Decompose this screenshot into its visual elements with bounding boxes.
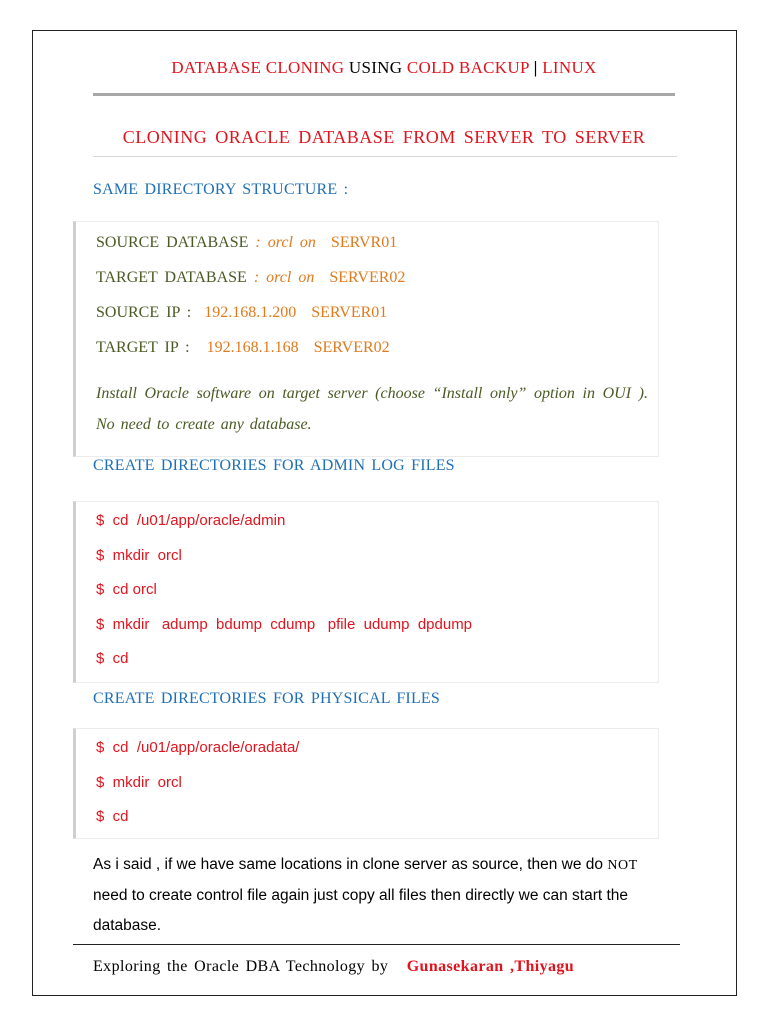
subtitle-divider xyxy=(93,156,677,157)
database-info-box xyxy=(73,221,659,457)
info-value: 192.168.1.168 xyxy=(206,339,299,356)
info-value: : orcl on xyxy=(255,234,316,251)
info-line-target-db xyxy=(96,269,405,287)
title-separator: | xyxy=(533,58,538,77)
document-subtitle: CLONING ORACLE DATABASE FROM SERVER TO SERVER xyxy=(122,127,646,147)
command-line: $ cd /u01/app/oracle/admin xyxy=(96,512,286,529)
info-label: SOURCE IP : xyxy=(96,304,192,321)
footer-author: Gunasekaran ,Thiyagu xyxy=(406,958,575,975)
info-line-source-db xyxy=(96,234,397,252)
command-line: $ mkdir orcl xyxy=(96,547,182,564)
info-server: SERVER02 xyxy=(329,269,406,286)
paragraph-emphasis: NOT xyxy=(607,858,638,873)
title-part-database-cloning: DATABASE CLONING xyxy=(171,58,345,77)
info-value: 192.168.1.200 xyxy=(204,304,297,321)
install-note: Install Oracle software on target server (choose “Install only” option in OUI ). No need to create any database. xyxy=(96,385,648,433)
command-line: $ cd xyxy=(96,650,129,667)
command-line: $ cd /u01/app/oracle/oradata/ xyxy=(96,739,300,756)
paragraph-text: need to create control file again just copy all files then directly we can start the database. xyxy=(93,887,629,934)
info-label: SOURCE DATABASE xyxy=(96,234,249,251)
info-server: SERVER02 xyxy=(313,339,390,356)
command-line: $ cd xyxy=(96,808,129,825)
info-label: TARGET IP : xyxy=(96,339,190,356)
footer xyxy=(93,958,675,976)
info-line-target-ip xyxy=(96,339,390,357)
title-part-cold-backup: COLD BACKUP xyxy=(406,58,530,77)
footer-text: Exploring the Oracle DBA Technology by xyxy=(93,958,389,975)
title-part-linux: LINUX xyxy=(542,58,597,77)
document-title xyxy=(93,58,675,78)
explanation-paragraph xyxy=(93,850,675,941)
title-divider xyxy=(93,93,675,96)
section-heading-admin-log: CREATE DIRECTORIES FOR ADMIN LOG FILES xyxy=(93,457,455,474)
command-line: $ mkdir orcl xyxy=(96,774,182,791)
info-server: SERVR01 xyxy=(330,234,398,251)
command-line: $ mkdir adump bdump cdump pfile udump dpdump xyxy=(96,616,473,633)
section-heading-same-directory: SAME DIRECTORY STRUCTURE : xyxy=(93,181,349,198)
command-line: $ cd orcl xyxy=(96,581,157,598)
paragraph-text: As i said , if we have same locations in clone server as source, then we do xyxy=(93,856,608,873)
title-part-using: USING xyxy=(348,58,403,77)
admin-commands-box xyxy=(73,501,659,683)
info-server: SERVER01 xyxy=(311,304,388,321)
info-line-source-ip xyxy=(96,304,387,322)
footer-divider xyxy=(73,944,680,945)
info-label: TARGET DATABASE xyxy=(96,269,247,286)
section-heading-physical-files: CREATE DIRECTORIES FOR PHYSICAL FILES xyxy=(93,690,440,707)
physical-commands-box xyxy=(73,728,659,839)
info-value: : orcl on xyxy=(253,269,315,286)
